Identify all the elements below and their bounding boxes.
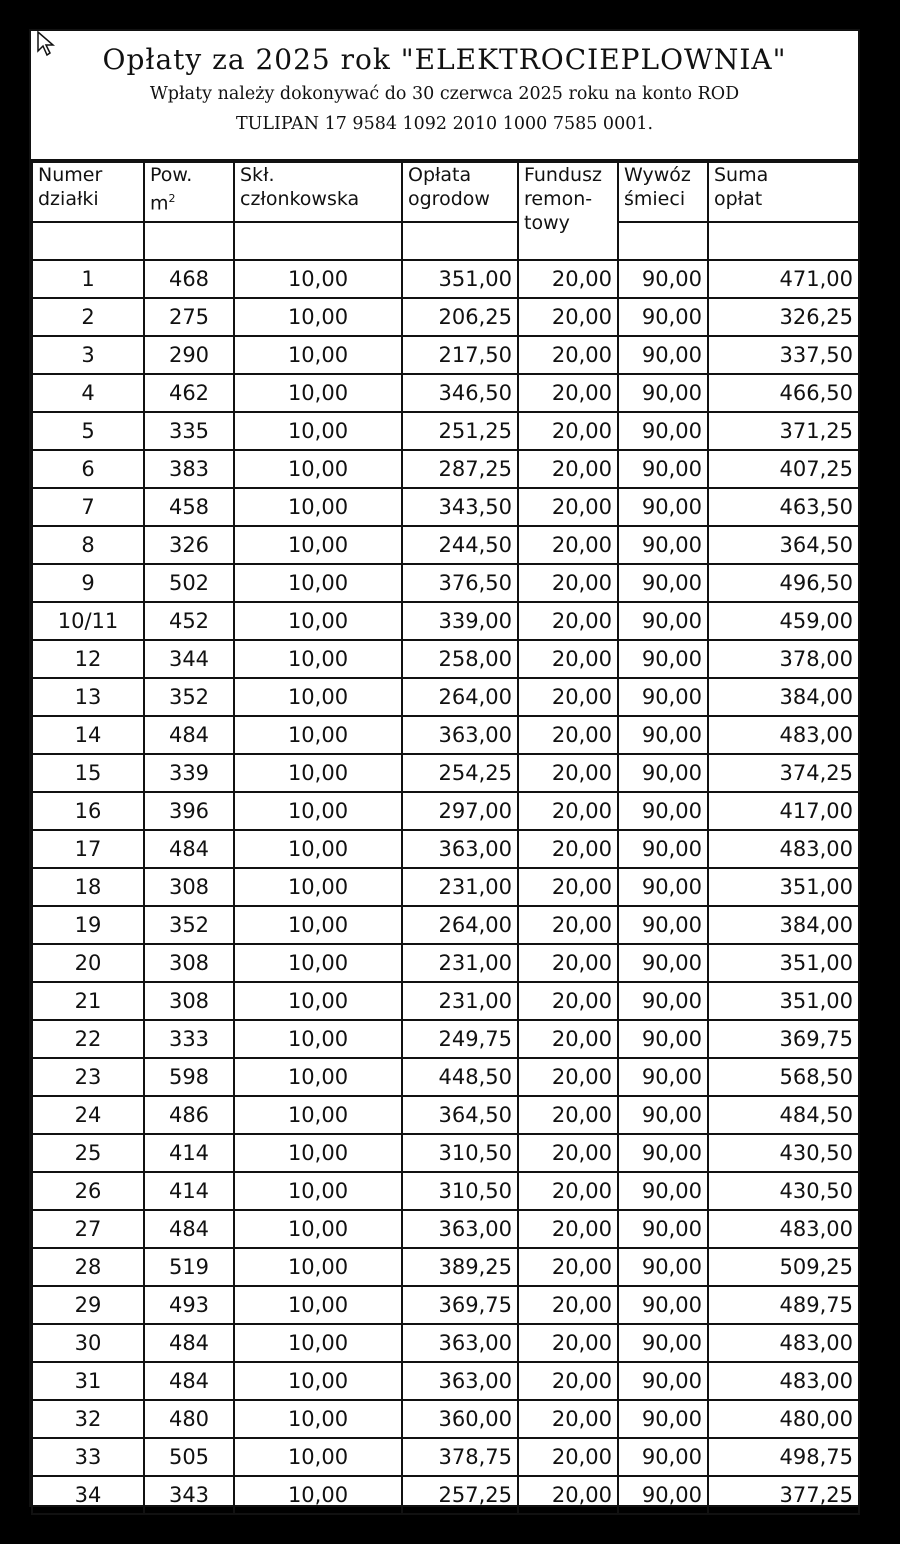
cell-fundusz: 20,00 <box>518 1248 618 1286</box>
header-sub-cell <box>708 222 859 260</box>
cell-numer: 14 <box>32 716 144 754</box>
cell-suma: 466,50 <box>708 374 859 412</box>
cell-suma: 364,50 <box>708 526 859 564</box>
cell-pow: 308 <box>144 868 234 906</box>
table-row <box>32 1096 859 1134</box>
cell-suma: 568,50 <box>708 1058 859 1096</box>
header-sub-cell <box>402 222 518 260</box>
cell-numer: 28 <box>32 1248 144 1286</box>
table-row <box>32 1438 859 1476</box>
cell-pow: 326 <box>144 526 234 564</box>
table-row <box>32 716 859 754</box>
cell-skl: 10,00 <box>234 374 402 412</box>
cell-skl: 10,00 <box>234 260 402 298</box>
cell-wywoz: 90,00 <box>618 602 708 640</box>
cell-oplata: 310,50 <box>402 1134 518 1172</box>
cell-pow: 484 <box>144 1362 234 1400</box>
cell-wywoz: 90,00 <box>618 1210 708 1248</box>
cell-suma: 369,75 <box>708 1020 859 1058</box>
cell-skl: 10,00 <box>234 1096 402 1134</box>
cell-wywoz: 90,00 <box>618 374 708 412</box>
cell-suma: 483,00 <box>708 716 859 754</box>
table-row <box>32 602 859 640</box>
cell-fundusz: 20,00 <box>518 336 618 374</box>
cell-wywoz: 90,00 <box>618 1248 708 1286</box>
cell-skl: 10,00 <box>234 830 402 868</box>
cell-oplata: 389,25 <box>402 1248 518 1286</box>
cell-oplata: 257,25 <box>402 1476 518 1514</box>
cell-skl: 10,00 <box>234 944 402 982</box>
cell-wywoz: 90,00 <box>618 1400 708 1438</box>
header-suma: Suma opłat <box>708 162 859 222</box>
cell-suma: 351,00 <box>708 868 859 906</box>
cell-pow: 505 <box>144 1438 234 1476</box>
cell-skl: 10,00 <box>234 412 402 450</box>
cell-numer: 20 <box>32 944 144 982</box>
cell-oplata: 244,50 <box>402 526 518 564</box>
cell-wywoz: 90,00 <box>618 1058 708 1096</box>
cell-wywoz: 90,00 <box>618 640 708 678</box>
cell-fundusz: 20,00 <box>518 1210 618 1248</box>
cell-suma: 489,75 <box>708 1286 859 1324</box>
header-numer: Numer działki <box>32 162 144 222</box>
cell-fundusz: 20,00 <box>518 1324 618 1362</box>
table-row <box>32 1324 859 1362</box>
payment-instruction: Wpłaty należy dokonywać do 30 czerwca 2025 roku na konto ROD <box>149 84 740 104</box>
cell-skl: 10,00 <box>234 1248 402 1286</box>
cell-skl: 10,00 <box>234 1058 402 1096</box>
table-row <box>32 336 859 374</box>
cell-suma: 351,00 <box>708 944 859 982</box>
cell-numer: 13 <box>32 678 144 716</box>
cell-numer: 31 <box>32 1362 144 1400</box>
cell-pow: 493 <box>144 1286 234 1324</box>
cell-oplata: 343,50 <box>402 488 518 526</box>
table-row <box>32 1286 859 1324</box>
cell-pow: 308 <box>144 982 234 1020</box>
cell-numer: 6 <box>32 450 144 488</box>
header-oplata: Opłata ogrodow <box>402 162 518 222</box>
cell-oplata: 297,00 <box>402 792 518 830</box>
cell-fundusz: 20,00 <box>518 526 618 564</box>
cell-pow: 339 <box>144 754 234 792</box>
cell-wywoz: 90,00 <box>618 868 708 906</box>
cell-numer: 17 <box>32 830 144 868</box>
table-row <box>32 678 859 716</box>
cell-wywoz: 90,00 <box>618 906 708 944</box>
cell-oplata: 448,50 <box>402 1058 518 1096</box>
table-row <box>32 450 859 488</box>
cell-pow: 290 <box>144 336 234 374</box>
cell-suma: 374,25 <box>708 754 859 792</box>
table-row <box>32 412 859 450</box>
cell-numer: 23 <box>32 1058 144 1096</box>
cell-oplata: 364,50 <box>402 1096 518 1134</box>
cell-numer: 32 <box>32 1400 144 1438</box>
cell-skl: 10,00 <box>234 792 402 830</box>
cell-pow: 383 <box>144 450 234 488</box>
cell-fundusz: 20,00 <box>518 792 618 830</box>
cell-fundusz: 20,00 <box>518 1286 618 1324</box>
cell-suma: 496,50 <box>708 564 859 602</box>
cell-suma: 430,50 <box>708 1172 859 1210</box>
document-title: Opłaty za 2025 rok "ELEKTROCIEPLOWNIA" <box>102 43 787 76</box>
cell-oplata: 258,00 <box>402 640 518 678</box>
cell-suma: 407,25 <box>708 450 859 488</box>
cell-oplata: 287,25 <box>402 450 518 488</box>
cell-wywoz: 90,00 <box>618 336 708 374</box>
cell-pow: 480 <box>144 1400 234 1438</box>
table-row <box>32 526 859 564</box>
cell-numer: 34 <box>32 1476 144 1514</box>
cell-oplata: 251,25 <box>402 412 518 450</box>
table-row <box>32 982 859 1020</box>
cell-suma: 351,00 <box>708 982 859 1020</box>
cell-fundusz: 20,00 <box>518 1362 618 1400</box>
cell-suma: 417,00 <box>708 792 859 830</box>
cell-skl: 10,00 <box>234 640 402 678</box>
table-row <box>32 1058 859 1096</box>
cell-pow: 308 <box>144 944 234 982</box>
bank-account: TULIPAN 17 9584 1092 2010 1000 7585 0001. <box>235 114 654 134</box>
cell-fundusz: 20,00 <box>518 678 618 716</box>
cell-oplata: 369,75 <box>402 1286 518 1324</box>
table-row <box>32 1210 859 1248</box>
cell-numer: 26 <box>32 1172 144 1210</box>
cell-suma: 459,00 <box>708 602 859 640</box>
cell-pow: 484 <box>144 830 234 868</box>
cell-wywoz: 90,00 <box>618 792 708 830</box>
cell-pow: 502 <box>144 564 234 602</box>
cell-wywoz: 90,00 <box>618 1096 708 1134</box>
table-header <box>32 162 859 260</box>
fee-document <box>29 29 860 1507</box>
cell-numer: 5 <box>32 412 144 450</box>
cell-fundusz: 20,00 <box>518 640 618 678</box>
cell-numer: 4 <box>32 374 144 412</box>
cell-pow: 414 <box>144 1172 234 1210</box>
table-row <box>32 1172 859 1210</box>
cell-numer: 3 <box>32 336 144 374</box>
fees-table <box>31 161 860 1515</box>
cell-wywoz: 90,00 <box>618 1324 708 1362</box>
cell-wywoz: 90,00 <box>618 716 708 754</box>
cell-fundusz: 20,00 <box>518 1172 618 1210</box>
cell-suma: 483,00 <box>708 1210 859 1248</box>
table-row <box>32 1020 859 1058</box>
cell-fundusz: 20,00 <box>518 716 618 754</box>
cell-suma: 483,00 <box>708 830 859 868</box>
cell-wywoz: 90,00 <box>618 982 708 1020</box>
cell-wywoz: 90,00 <box>618 678 708 716</box>
cell-wywoz: 90,00 <box>618 1286 708 1324</box>
cell-skl: 10,00 <box>234 336 402 374</box>
header-sub-cell <box>618 222 708 260</box>
cell-fundusz: 20,00 <box>518 298 618 336</box>
cell-suma: 430,50 <box>708 1134 859 1172</box>
cell-skl: 10,00 <box>234 982 402 1020</box>
cell-oplata: 231,00 <box>402 982 518 1020</box>
cell-suma: 484,50 <box>708 1096 859 1134</box>
cell-pow: 352 <box>144 906 234 944</box>
header-pow: Pow. $m^2$ <box>144 162 234 222</box>
cell-skl: 10,00 <box>234 1286 402 1324</box>
cell-numer: 24 <box>32 1096 144 1134</box>
cell-suma: 480,00 <box>708 1400 859 1438</box>
cell-fundusz: 20,00 <box>518 754 618 792</box>
cell-pow: 486 <box>144 1096 234 1134</box>
cell-suma: 463,50 <box>708 488 859 526</box>
cell-skl: 10,00 <box>234 488 402 526</box>
cell-pow: 458 <box>144 488 234 526</box>
cell-suma: 326,25 <box>708 298 859 336</box>
cell-fundusz: 20,00 <box>518 412 618 450</box>
cell-numer: 25 <box>32 1134 144 1172</box>
document-header <box>31 31 858 161</box>
cell-numer: 8 <box>32 526 144 564</box>
cell-suma: 498,75 <box>708 1438 859 1476</box>
cell-skl: 10,00 <box>234 868 402 906</box>
cell-numer: 9 <box>32 564 144 602</box>
cell-suma: 337,50 <box>708 336 859 374</box>
table-row <box>32 868 859 906</box>
cell-fundusz: 20,00 <box>518 450 618 488</box>
cell-pow: 598 <box>144 1058 234 1096</box>
table-row <box>32 944 859 982</box>
cell-skl: 10,00 <box>234 1020 402 1058</box>
cell-fundusz: 20,00 <box>518 564 618 602</box>
cell-suma: 384,00 <box>708 678 859 716</box>
cell-skl: 10,00 <box>234 1324 402 1362</box>
header-sub-cell <box>234 222 402 260</box>
cell-oplata: 249,75 <box>402 1020 518 1058</box>
table-row <box>32 564 859 602</box>
cell-wywoz: 90,00 <box>618 450 708 488</box>
cell-fundusz: 20,00 <box>518 260 618 298</box>
cell-skl: 10,00 <box>234 1210 402 1248</box>
table-row <box>32 298 859 336</box>
cell-wywoz: 90,00 <box>618 754 708 792</box>
cell-oplata: 264,00 <box>402 678 518 716</box>
cell-fundusz: 20,00 <box>518 1400 618 1438</box>
cell-numer: 21 <box>32 982 144 1020</box>
cell-oplata: 363,00 <box>402 1210 518 1248</box>
cell-oplata: 351,00 <box>402 260 518 298</box>
cell-numer: 18 <box>32 868 144 906</box>
cell-skl: 10,00 <box>234 1438 402 1476</box>
cell-numer: 1 <box>32 260 144 298</box>
cell-skl: 10,00 <box>234 450 402 488</box>
cell-pow: 352 <box>144 678 234 716</box>
cell-numer: 16 <box>32 792 144 830</box>
table-row <box>32 1248 859 1286</box>
cell-pow: 333 <box>144 1020 234 1058</box>
table-row <box>32 374 859 412</box>
cell-fundusz: 20,00 <box>518 1438 618 1476</box>
cell-wywoz: 90,00 <box>618 298 708 336</box>
table-row <box>32 754 859 792</box>
cell-oplata: 363,00 <box>402 1362 518 1400</box>
cell-fundusz: 20,00 <box>518 982 618 1020</box>
table-row <box>32 830 859 868</box>
cell-fundusz: 20,00 <box>518 1020 618 1058</box>
cell-wywoz: 90,00 <box>618 412 708 450</box>
cell-wywoz: 90,00 <box>618 1362 708 1400</box>
cell-oplata: 346,50 <box>402 374 518 412</box>
cell-oplata: 363,00 <box>402 716 518 754</box>
cell-pow: 468 <box>144 260 234 298</box>
cell-oplata: 339,00 <box>402 602 518 640</box>
cell-skl: 10,00 <box>234 1362 402 1400</box>
cell-suma: 384,00 <box>708 906 859 944</box>
header-subrow <box>32 222 859 260</box>
cell-oplata: 378,75 <box>402 1438 518 1476</box>
cell-fundusz: 20,00 <box>518 868 618 906</box>
cell-skl: 10,00 <box>234 1172 402 1210</box>
cell-pow: 452 <box>144 602 234 640</box>
cell-skl: 10,00 <box>234 1134 402 1172</box>
cell-fundusz: 20,00 <box>518 1096 618 1134</box>
cell-pow: 484 <box>144 1210 234 1248</box>
cell-pow: 462 <box>144 374 234 412</box>
cell-numer: 30 <box>32 1324 144 1362</box>
cell-wywoz: 90,00 <box>618 830 708 868</box>
cell-fundusz: 20,00 <box>518 488 618 526</box>
header-fundusz: Fundusz remon- towy <box>518 162 618 260</box>
cell-fundusz: 20,00 <box>518 944 618 982</box>
cell-suma: 371,25 <box>708 412 859 450</box>
cell-pow: 414 <box>144 1134 234 1172</box>
cell-pow: 275 <box>144 298 234 336</box>
cell-wywoz: 90,00 <box>618 260 708 298</box>
cell-suma: 509,25 <box>708 1248 859 1286</box>
header-sub-cell <box>144 222 234 260</box>
cell-numer: 19 <box>32 906 144 944</box>
cell-skl: 10,00 <box>234 754 402 792</box>
mouse-pointer-icon <box>36 31 58 57</box>
cell-skl: 10,00 <box>234 678 402 716</box>
table-row <box>32 1476 859 1514</box>
cell-fundusz: 20,00 <box>518 1134 618 1172</box>
cell-wywoz: 90,00 <box>618 526 708 564</box>
cell-oplata: 363,00 <box>402 830 518 868</box>
cell-suma: 378,00 <box>708 640 859 678</box>
cell-oplata: 254,25 <box>402 754 518 792</box>
cell-skl: 10,00 <box>234 906 402 944</box>
cell-suma: 471,00 <box>708 260 859 298</box>
cell-wywoz: 90,00 <box>618 1476 708 1514</box>
cell-pow: 484 <box>144 716 234 754</box>
cell-pow: 335 <box>144 412 234 450</box>
cell-oplata: 264,00 <box>402 906 518 944</box>
cell-pow: 343 <box>144 1476 234 1514</box>
table-row <box>32 792 859 830</box>
cell-fundusz: 20,00 <box>518 602 618 640</box>
cell-suma: 377,25 <box>708 1476 859 1514</box>
cell-numer: 33 <box>32 1438 144 1476</box>
cell-wywoz: 90,00 <box>618 564 708 602</box>
cell-wywoz: 90,00 <box>618 488 708 526</box>
cell-fundusz: 20,00 <box>518 374 618 412</box>
cell-wywoz: 90,00 <box>618 944 708 982</box>
table-row <box>32 260 859 298</box>
table-row <box>32 488 859 526</box>
cell-wywoz: 90,00 <box>618 1172 708 1210</box>
cell-numer: 22 <box>32 1020 144 1058</box>
cell-numer: 27 <box>32 1210 144 1248</box>
cell-wywoz: 90,00 <box>618 1020 708 1058</box>
cell-oplata: 363,00 <box>402 1324 518 1362</box>
cell-oplata: 217,50 <box>402 336 518 374</box>
cell-oplata: 206,25 <box>402 298 518 336</box>
cell-numer: 12 <box>32 640 144 678</box>
cell-pow: 519 <box>144 1248 234 1286</box>
header-sub-cell <box>32 222 144 260</box>
cell-fundusz: 20,00 <box>518 1476 618 1514</box>
cell-skl: 10,00 <box>234 716 402 754</box>
cell-fundusz: 20,00 <box>518 906 618 944</box>
cell-numer: 29 <box>32 1286 144 1324</box>
header-skl: Skł. członkowska <box>234 162 402 222</box>
cell-fundusz: 20,00 <box>518 830 618 868</box>
table-row <box>32 1134 859 1172</box>
cell-oplata: 360,00 <box>402 1400 518 1438</box>
cell-pow: 344 <box>144 640 234 678</box>
cell-numer: 2 <box>32 298 144 336</box>
cell-pow: 396 <box>144 792 234 830</box>
cell-skl: 10,00 <box>234 526 402 564</box>
table-row <box>32 1400 859 1438</box>
cell-wywoz: 90,00 <box>618 1438 708 1476</box>
cell-suma: 483,00 <box>708 1324 859 1362</box>
cell-oplata: 231,00 <box>402 944 518 982</box>
cell-fundusz: 20,00 <box>518 1058 618 1096</box>
cell-suma: 483,00 <box>708 1362 859 1400</box>
cell-numer: 10/11 <box>32 602 144 640</box>
cell-skl: 10,00 <box>234 564 402 602</box>
cell-oplata: 231,00 <box>402 868 518 906</box>
cell-skl: 10,00 <box>234 1400 402 1438</box>
cell-numer: 7 <box>32 488 144 526</box>
table-row <box>32 1362 859 1400</box>
table-row <box>32 640 859 678</box>
cell-skl: 10,00 <box>234 602 402 640</box>
table-body <box>32 260 859 1514</box>
table-row <box>32 906 859 944</box>
header-wywoz: Wywóz śmieci <box>618 162 708 222</box>
cell-pow: 484 <box>144 1324 234 1362</box>
cell-skl: 10,00 <box>234 298 402 336</box>
cell-oplata: 376,50 <box>402 564 518 602</box>
cell-wywoz: 90,00 <box>618 1134 708 1172</box>
cell-skl: 10,00 <box>234 1476 402 1514</box>
cell-numer: 15 <box>32 754 144 792</box>
cell-oplata: 310,50 <box>402 1172 518 1210</box>
